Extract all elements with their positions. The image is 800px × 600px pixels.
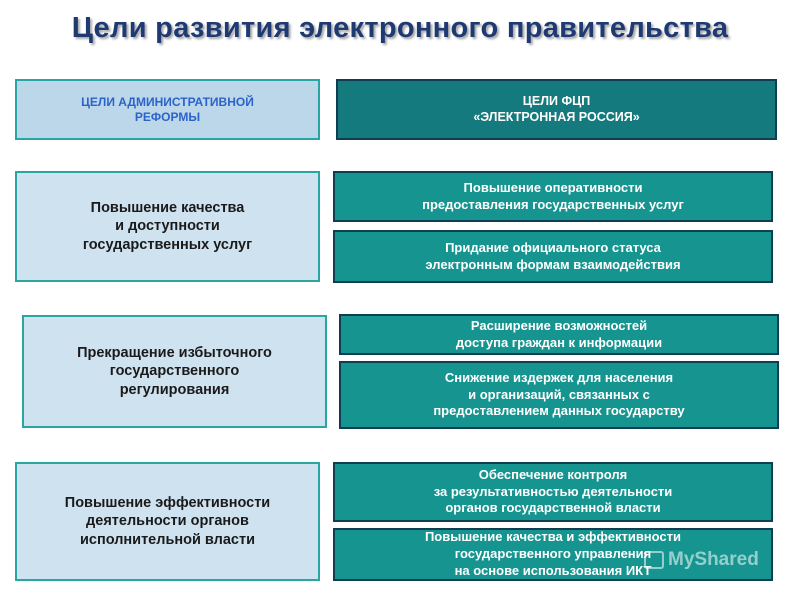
goal-item-label: Повышение качества и эффективности государственного управления на основе использования ИКТ (424, 529, 682, 578)
goal-item (333, 462, 773, 522)
goal-label: Повышение эффективности деятельности органов исполнительной власти (64, 495, 271, 548)
goal-item-label: Обеспечение контроля за результативностью деятельности органов государственной власти (433, 466, 673, 516)
watermark-text: MyShared (668, 549, 759, 570)
goal-item-label: Повышение оперативности предоставления государственных услуг (422, 179, 684, 212)
header-admin-reform-label: ЦЕЛИ АДМИНИСТРАТИВНОЙ РЕФОРМЫ (81, 94, 254, 124)
goal-label: Прекращение избыточного государственного регулирования (77, 345, 272, 398)
header-admin-reform (15, 79, 320, 140)
goal-quality-services (15, 171, 320, 282)
goal-item-label: Придание официального статуса электронным формам взаимодействия (425, 239, 681, 272)
goal-label: Повышение качества и доступности государственных услуг (82, 200, 253, 253)
watermark (644, 549, 759, 571)
goal-item (339, 361, 779, 429)
goal-item-label: Расширение возможностей доступа граждан к информации (455, 317, 663, 350)
goal-item-label: Снижение издержек для населения и организаций, связанных с предоставлением данных государству (433, 369, 685, 419)
goal-item (333, 230, 773, 283)
header-e-russia-label: ЦЕЛИ ФЦП «ЭЛЕКТРОННАЯ РОССИЯ» (473, 93, 640, 124)
page-title: Цели развития электронного правительства (71, 12, 729, 44)
goal-executive-efficiency (15, 462, 320, 581)
goal-item (339, 314, 779, 355)
goal-end-regulation (22, 315, 327, 428)
goal-item (333, 171, 773, 222)
presentation-icon (644, 551, 664, 569)
header-e-russia (336, 79, 777, 140)
